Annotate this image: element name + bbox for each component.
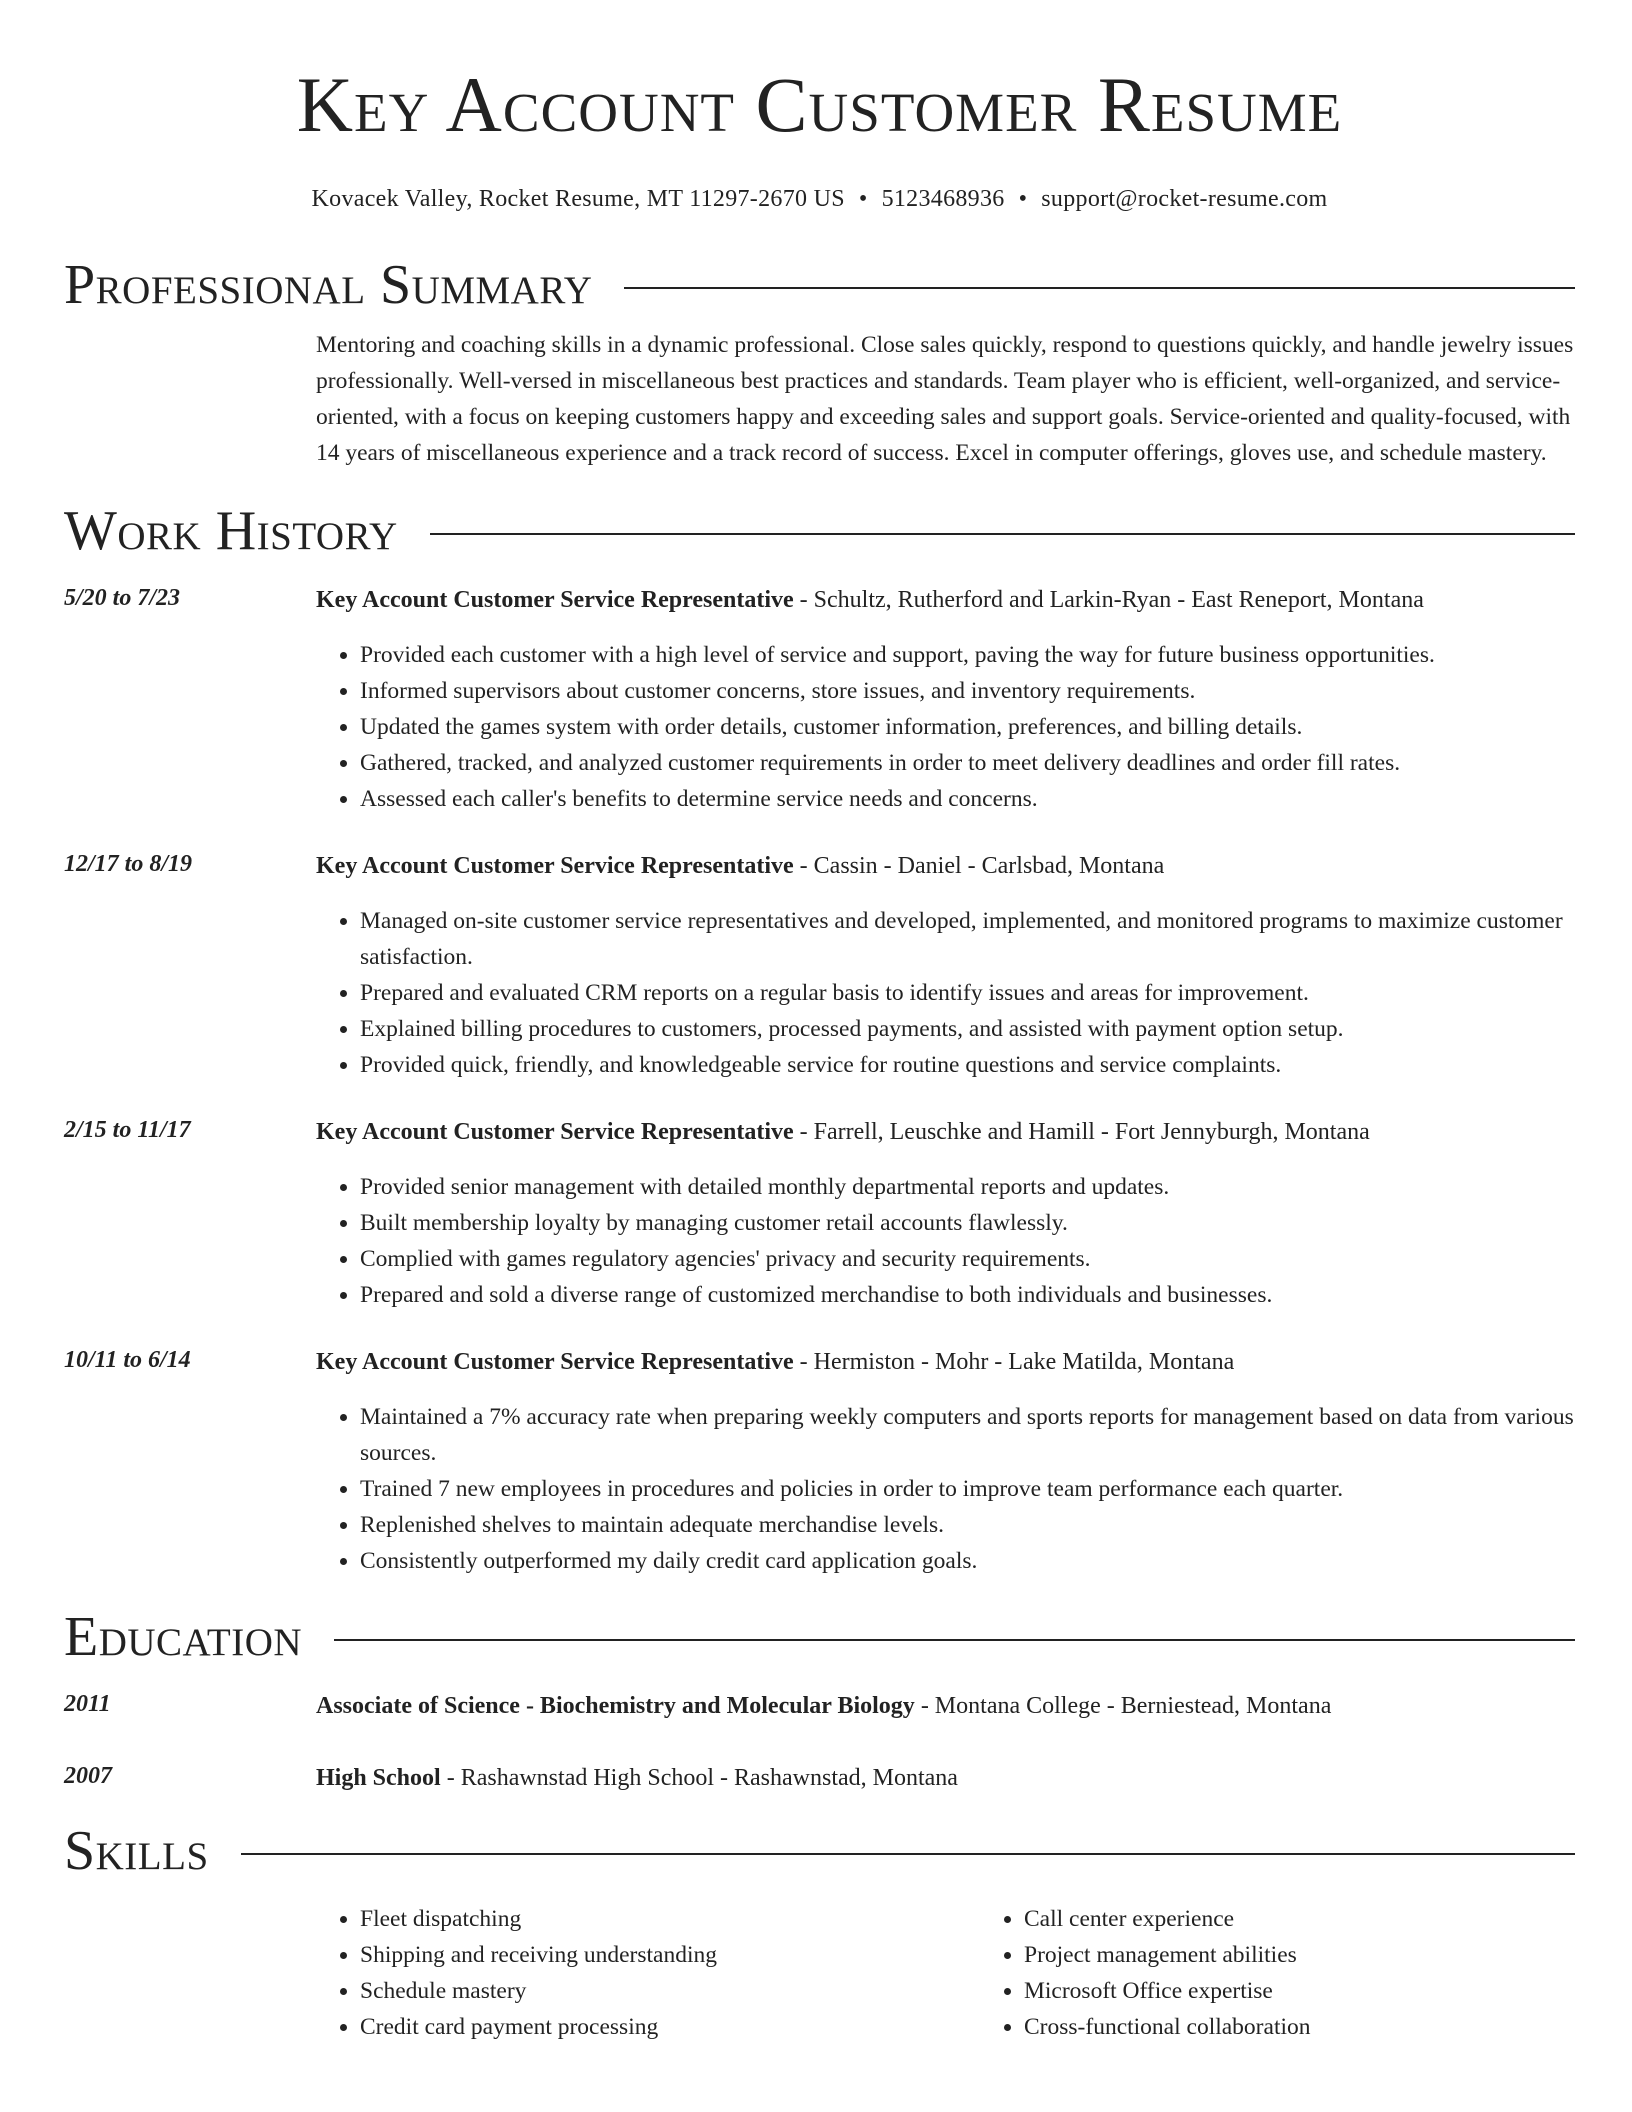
section-divider xyxy=(241,1853,1575,1855)
skill-item: • Shipping and receiving understanding xyxy=(360,1937,980,1973)
job-bullet: • Prepared and evaluated CRM reports on a regular basis to identify issues and areas for improvement. xyxy=(360,975,1575,1011)
job-details: - Farrell, Leuschke and Hamill - Fort Jennyburgh, Montana xyxy=(793,1119,1370,1145)
job-title-line xyxy=(316,585,1575,615)
work-heading: Work History xyxy=(64,500,398,562)
skills-columns xyxy=(316,1901,1632,2045)
job-details: - Schultz, Rutherford and Larkin-Ryan - East Reneport, Montana xyxy=(793,587,1424,613)
skill-item: • Credit card payment processing xyxy=(360,2009,980,2045)
skills-section-header xyxy=(64,1820,1575,1882)
skills-gutter xyxy=(64,1901,316,2045)
job-bullet: • Trained 7 new employees in procedures and policies in order to improve team performance each quarter. xyxy=(360,1471,1575,1507)
skills-heading: Skills xyxy=(64,1820,209,1882)
education-year: 2011 xyxy=(64,1691,111,1717)
job-details: - Hermiston - Mohr - Lake Matilda, Montana xyxy=(793,1349,1235,1375)
summary-section-header xyxy=(64,254,1575,316)
job-title: Key Account Customer Service Representative xyxy=(316,1349,794,1375)
job-title-line xyxy=(316,1117,1575,1147)
job-bullets xyxy=(316,637,1575,817)
resume-page xyxy=(64,0,1575,2045)
job-entry xyxy=(64,1347,1575,1579)
education-heading: Education xyxy=(64,1606,303,1668)
summary-text: Mentoring and coaching skills in a dynamic professional. Close sales quickly, respond to questions quickly, and handle jewelry issues professionally. Well-versed in miscellaneous best practices and standards. Team player who is efficient, well-organized, and service-oriented, with a focus on keeping customers happy and exceeding sales and support goals. Service-oriented and quality-focused, with 14 years of miscellaneous experience and a track record of success. Excel in computer offerings, gloves use, and schedule mastery. xyxy=(316,332,1574,466)
job-entry xyxy=(64,1117,1575,1313)
job-dates: 12/17 to 8/19 xyxy=(64,851,193,877)
job-bullet: • Explained billing procedures to customers, processed payments, and assisted with payment option setup. xyxy=(360,1011,1575,1047)
education-entry xyxy=(64,1763,1575,1793)
job-bullet: • Updated the games system with order details, customer information, preferences, and billing details. xyxy=(360,709,1575,745)
education-degree: High School xyxy=(316,1765,441,1791)
contact-line xyxy=(64,186,1575,213)
education-section-header xyxy=(64,1606,1575,1668)
education-details: - Montana College - Berniestead, Montana xyxy=(914,1693,1332,1719)
job-bullet: • Complied with games regulatory agencies' privacy and security requirements. xyxy=(360,1241,1575,1277)
job-title: Key Account Customer Service Representative xyxy=(316,853,794,879)
job-entry xyxy=(64,585,1575,817)
job-bullet: • Provided each customer with a high level of service and support, paving the way for future business opportunities. xyxy=(360,637,1575,673)
job-bullet: • Gathered, tracked, and analyzed customer requirements in order to meet delivery deadlines and order fill rates. xyxy=(360,745,1575,781)
resume-name: Key Account Customer Resume xyxy=(296,61,1343,148)
job-bullet: • Maintained a 7% accuracy rate when preparing weekly computers and sports reports for management based on data from various sources. xyxy=(360,1399,1575,1471)
skill-item: • Fleet dispatching xyxy=(360,1901,980,1937)
summary-row xyxy=(64,327,1575,471)
skills-list-right xyxy=(980,1901,1632,2045)
job-bullet: • Prepared and sold a diverse range of customized merchandise to both individuals and businesses. xyxy=(360,1277,1575,1313)
education-year: 2007 xyxy=(64,1763,112,1789)
skill-item: • Call center experience xyxy=(1024,1901,1632,1937)
job-bullet: • Provided senior management with detailed monthly departmental reports and updates. xyxy=(360,1169,1575,1205)
summary-gutter xyxy=(64,327,316,471)
job-bullet: • Assessed each caller's benefits to determine service needs and concerns. xyxy=(360,781,1575,817)
education-line xyxy=(316,1691,1575,1721)
job-title-line xyxy=(316,851,1575,881)
skills-list-left xyxy=(316,1901,980,2045)
job-bullet: • Consistently outperformed my daily credit card application goals. xyxy=(360,1543,1575,1579)
education-line xyxy=(316,1763,1575,1793)
job-bullets xyxy=(316,1399,1575,1579)
section-divider xyxy=(624,287,1575,289)
job-bullets xyxy=(316,1169,1575,1313)
job-bullet: • Managed on-site customer service representatives and developed, implemented, and monitored programs to maximize customer satisfaction. xyxy=(360,903,1575,975)
section-divider xyxy=(334,1639,1575,1641)
skills-row xyxy=(64,1901,1575,2045)
education-degree: Associate of Science - Biochemistry and Molecular Biology xyxy=(316,1693,915,1719)
job-dates: 2/15 to 11/17 xyxy=(64,1117,191,1143)
section-divider xyxy=(430,533,1575,535)
job-dates: 10/11 to 6/14 xyxy=(64,1347,191,1373)
job-entry xyxy=(64,851,1575,1083)
job-bullet: • Provided quick, friendly, and knowledgeable service for routine questions and service complaints. xyxy=(360,1047,1575,1083)
job-bullet: • Informed supervisors about customer concerns, store issues, and inventory requirements. xyxy=(360,673,1575,709)
summary-heading: Professional Summary xyxy=(64,254,593,316)
education-entry xyxy=(64,1691,1575,1721)
job-bullet: • Replenished shelves to maintain adequate merchandise levels. xyxy=(360,1507,1575,1543)
job-title: Key Account Customer Service Representative xyxy=(316,1119,794,1145)
skill-item: • Microsoft Office expertise xyxy=(1024,1973,1632,2009)
job-bullets xyxy=(316,903,1575,1083)
job-dates: 5/20 to 7/23 xyxy=(64,585,181,611)
contact-separator: • xyxy=(858,186,868,212)
contact-phone: 5123468936 xyxy=(881,186,1005,212)
contact-separator: • xyxy=(1018,186,1028,212)
skill-item: • Cross-functional collaboration xyxy=(1024,2009,1632,2045)
skill-item: • Project management abilities xyxy=(1024,1937,1632,1973)
skill-item: • Schedule mastery xyxy=(360,1973,980,2009)
job-bullet: • Built membership loyalty by managing customer retail accounts flawlessly. xyxy=(360,1205,1575,1241)
job-title: Key Account Customer Service Representative xyxy=(316,587,794,613)
education-details: - Rashawnstad High School - Rashawnstad, Montana xyxy=(440,1765,958,1791)
contact-email: support@rocket-resume.com xyxy=(1041,186,1328,212)
work-section-header xyxy=(64,500,1575,562)
job-title-line xyxy=(316,1347,1575,1377)
job-details: - Cassin - Daniel - Carlsbad, Montana xyxy=(793,853,1165,879)
contact-address: Kovacek Valley, Rocket Resume, MT 11297-2670 US xyxy=(311,186,845,212)
